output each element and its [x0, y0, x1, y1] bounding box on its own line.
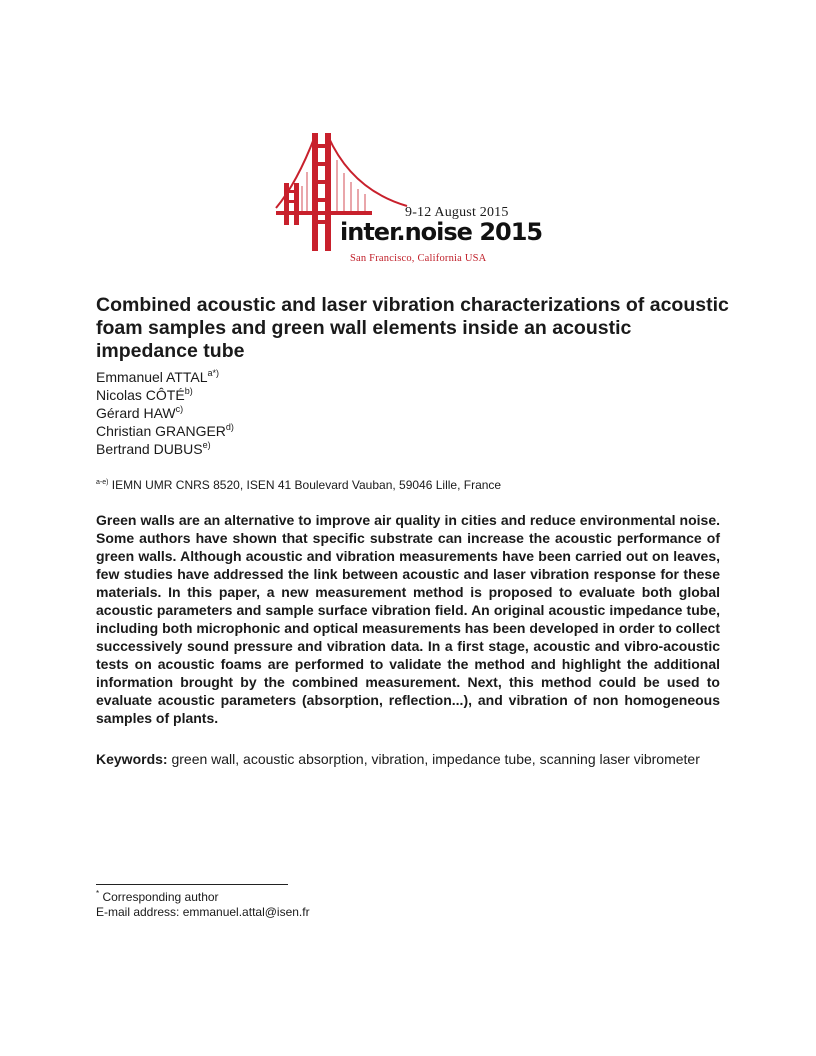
author-name: Bertrand DUBUS — [96, 441, 203, 457]
author-name: Gérard HAW — [96, 405, 176, 421]
author-name: Nicolas CÔTÉ — [96, 387, 185, 403]
author-name: Christian GRANGER — [96, 423, 226, 439]
author — [96, 440, 496, 458]
conference-name: inter.noise 2015 — [340, 218, 543, 246]
footnote — [96, 890, 496, 920]
conference-logo — [272, 128, 562, 273]
golden-gate-bridge-icon — [272, 128, 562, 273]
author — [96, 404, 496, 422]
keywords — [96, 750, 720, 768]
footnote-divider — [96, 884, 288, 885]
keywords-text: green wall, acoustic absorption, vibration, impedance tube, scanning laser vibrometer — [171, 751, 700, 767]
paper-title: Combined acoustic and laser vibration characterizations of acoustic foam samples and green wall elements inside an acoustic impedance tube — [96, 294, 729, 362]
author — [96, 368, 496, 386]
author-affiliation-mark: b) — [184, 386, 193, 396]
affiliation-mark: a-e) — [96, 479, 109, 486]
conference-date: 9-12 August 2015 — [405, 205, 509, 220]
corresponding-label: Corresponding author — [102, 890, 219, 904]
author-affiliation-mark: d) — [225, 422, 234, 432]
footnote-mark: * — [96, 889, 100, 898]
author-affiliation-mark: c) — [175, 404, 184, 414]
abstract: Green walls are an alternative to improve air quality in cities and reduce environmental noise. Some authors have shown that specific substrate can increase the acoustic performance of green walls. Although acoustic and vibration measurements have been carried out on leaves, few studies have addressed the link between acoustic and laser vibration response for these materials. In this paper, a new measurement method is proposed to evaluate both global acoustic parameters and sample surface vibration field. An original acoustic impedance tube, including both microphonic and optical measurements has been developed in order to collect successively sound pressure and vibration data. In a first stage, acoustic and vibro-acoustic tests on acoustic foams are performed to validate the method and highlight the additional information brought by the combined measurement. Next, this method could be used to evaluate acoustic parameters (absorption, reflection...), and vibration of non homogeneous samples of plants. — [96, 512, 720, 726]
author-affiliation-mark: a*) — [207, 368, 220, 378]
footnote-email: E-mail address: emmanuel.attal@isen.fr — [96, 905, 310, 919]
author-list — [96, 368, 496, 458]
footnote-corresponding — [96, 890, 496, 905]
author-affiliation-mark: e) — [202, 440, 211, 450]
author-name: Emmanuel ATTAL — [96, 369, 208, 385]
affiliation-text: IEMN UMR CNRS 8520, ISEN 41 Boulevard Vauban, 59046 Lille, France — [111, 478, 502, 492]
author — [96, 386, 496, 404]
conference-location: San Francisco, California USA — [350, 253, 487, 264]
author — [96, 422, 496, 440]
affiliation — [96, 478, 696, 492]
keywords-label: Keywords: — [96, 751, 168, 767]
